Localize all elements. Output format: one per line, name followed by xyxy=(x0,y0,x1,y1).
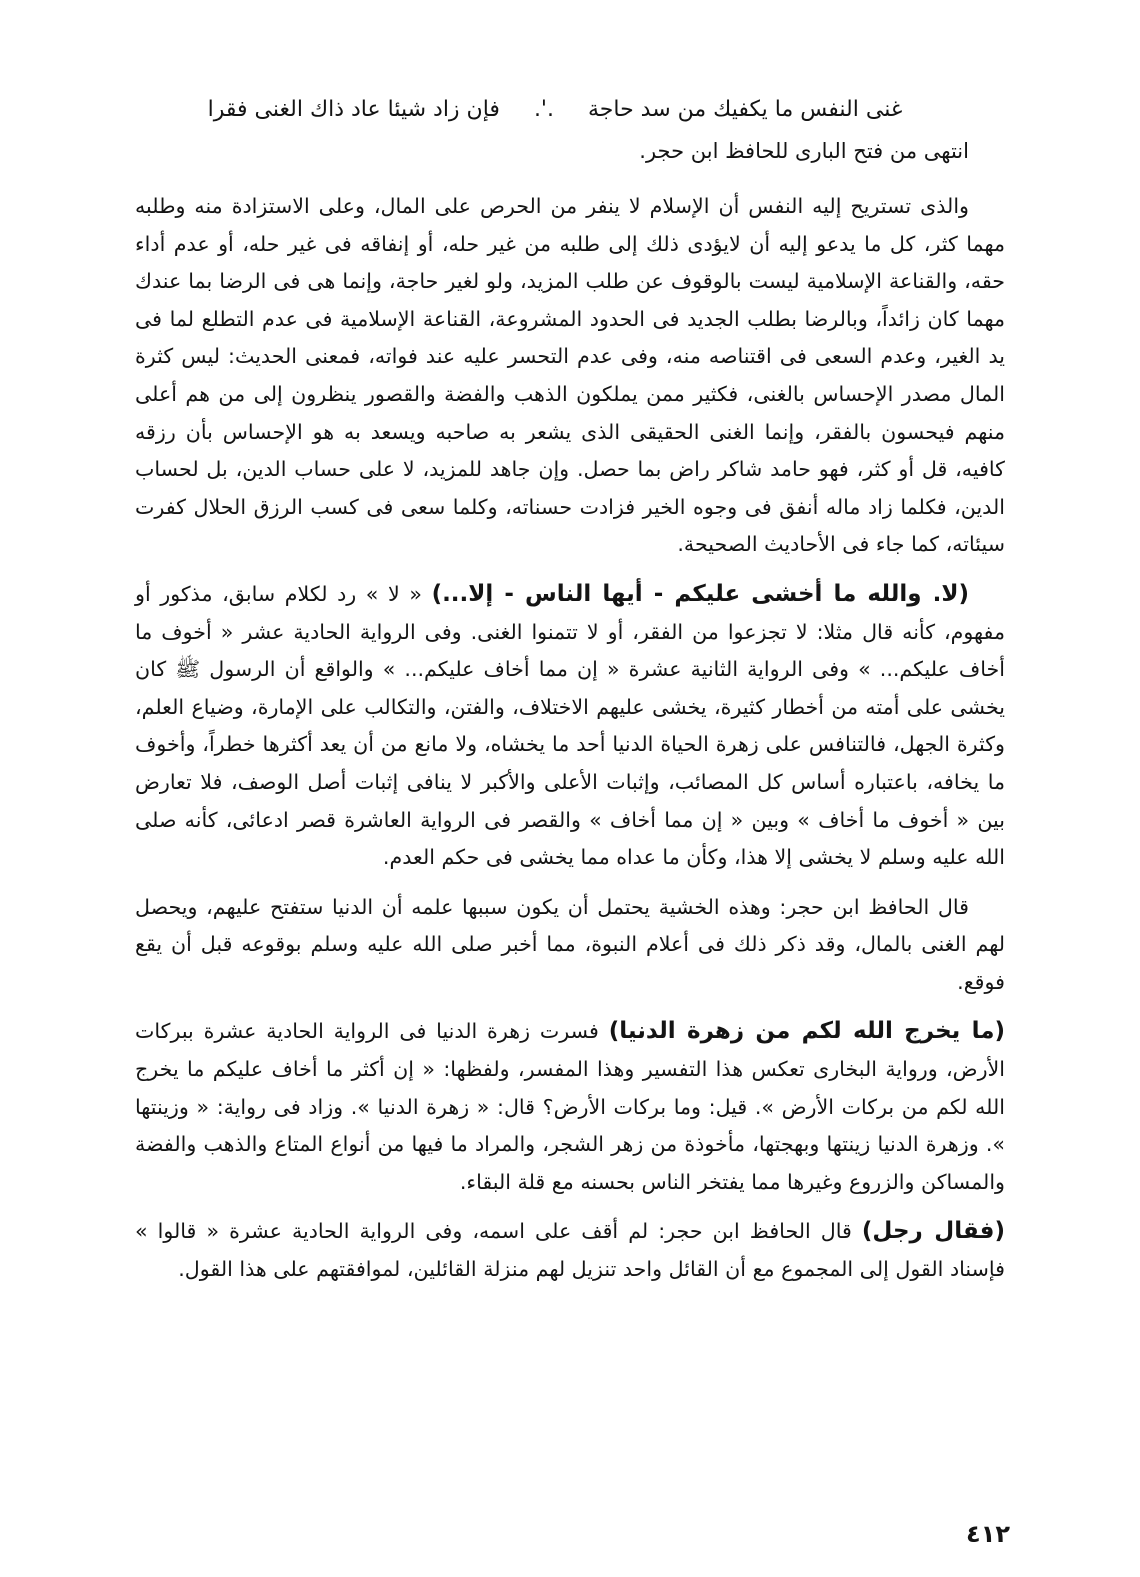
page-content xyxy=(135,92,1005,1301)
paragraph-heading: (فقال رجل) xyxy=(861,1218,1005,1245)
paragraph-heading: (لا. والله ما أخشى عليكم - أيها الناس - إلا...) xyxy=(431,580,970,607)
paragraph-ibn-hajar-note xyxy=(135,889,1005,1002)
verse-second-hemistich: فإن زاد شيئا عاد ذاك الغنى فقرا xyxy=(207,97,500,122)
paragraph-text: « لا » رد لكلام سابق، مذكور أو مفهوم، كأنه قال مثلا: لا تجزعوا من الفقر، أو لا تتمنوا الغنى. وفى الرواية الحادية عشر « أخوف ما أخاف عليكم... » وفى الرواية الثانية عشرة « إن مما أخاف عليكم... » والواقع أن الرسول ﷺ كان يخشى على أمته من أخطار كثيرة، يخشى عليهم الاختلاف، والفتن، والتكالب على الإمارة، وضياع العلم، وكثرة الجهل، فالتنافس على زهرة الحياة الدنيا أحد ما يخشاه، ولا مانع من أن يعد أكثرها خطراً، وأخوف ما يخافه، باعتباره أساس كل المصائب، وإثبات الأعلى والأكبر لا ينافى إثبات أصل الوصف، فلا تعارض بين « أخوف ما أخاف » وبين « إن مما أخاف » والقصر فى الرواية العاشرة قصر ادعائى، كأنه صلى الله عليه وسلم لا يخشى إلا هذا، وكأن ما عداه مما يخشى فى حكم العدم. xyxy=(135,581,1005,870)
poem-verse xyxy=(135,92,1005,132)
paragraph-text: فسرت زهرة الدنيا فى الرواية الحادية عشرة ببركات الأرض، ورواية البخارى تعكس هذا التفسير وهذا المفسر، ولفظها: « إن أكثر ما أخاف عليكم ما يخرج الله لكم من بركات الأرض ». قيل: وما بركات الأرض؟ قال: « زهرة الدنيا ». وزاد فى رواية: « وزينتها ». وزهرة الدنيا زينتها وبهجتها، مأخوذة من زهر الشجر، والمراد ما فيها من أنواع المتاع والذهب والفضة والمساكن والزروع وغيرها مما يفتخر الناس بحسنه مع قلة البقاء. xyxy=(135,1019,1005,1194)
paragraph-text: والذى تستريح إليه النفس أن الإسلام لا ينفر من الحرص على المال، وعلى الاستزادة منه وطلبه مهما كثر، كل ما يدعو إليه أن لايؤدى ذلك إلى طلبه من غير حله، أو إنفاقه فى غير حله، أو عدم أداء حقه، والقناعة الإسلامية ليست بالوقوف عن طلب المزيد، ولو لغير حاجة، وإنما هى فى الرضا بما عندك مهما كان زائداً، وبالرضا بطلب الجديد فى الحدود المشروعة، القناعة الإسلامية فى عدم التطلع لما فى يد الغير، وعدم السعى فى اقتناصه منه، وفى عدم التحسر عليه عند فواته، فمعنى الحديث: ليس كثرة المال مصدر الإحساس بالغنى، فكثير ممن يملكون الذهب والفضة والقصور ينظرون إلى من هم أعلى منهم فيحسون بالفقر، وإنما الغنى الحقيقى الذى يشعر به صاحبه ويسعد به هو الإحساس بأن رزقه كافيه، قل أو كثر، فهو حامد شاكر راض بما حصل. وإن جاهد للمزيد، لا على حساب الدين، بل لحساب الدين، فكلما زاد ماله أنفق فى وجوه الخير فزادت حسناته، وكلما سعى فى كسب الرزق الحلال كفرت سيئاته، كما جاء فى الأحاديث الصحيحة. xyxy=(135,194,1005,557)
verse-first-hemistich: غنى النفس ما يكفيك من سد حاجة xyxy=(587,97,903,122)
paragraph-heading: (ما يخرج الله لكم من زهرة الدنيا) xyxy=(608,1018,1005,1045)
paragraph-worldly-splendor xyxy=(135,1013,1005,1201)
page-number: ٤١٢ xyxy=(966,1520,1010,1548)
paragraph-text: قال الحافظ ابن حجر: لم أقف على اسمه، وفى الرواية الحادية عشرة « قالوا » فإسناد القول إلى المجموع مع أن القائل واحد تنزيل لهم منزلة القائلين، لموافقتهم على هذا القول. xyxy=(135,1219,1005,1282)
verse-separator: .'. xyxy=(533,97,554,122)
paragraph-fear-for-you xyxy=(135,576,1005,877)
paragraph-text: قال الحافظ ابن حجر: وهذه الخشية يحتمل أن يكون سببها علمه أن الدنيا ستفتح عليهم، ويحصل لهم الغنى بالمال، وقد ذكر ذلك فى أعلام النبوة، مما أخبر صلى الله عليه وسلم بوقوعه قبل أن يقع فوقع. xyxy=(135,894,1005,994)
source-credit: انتهى من فتح البارى للحافظ ابن حجر. xyxy=(639,139,969,163)
paragraph-a-man-said xyxy=(135,1213,1005,1288)
paragraph-contentment xyxy=(135,188,1005,564)
